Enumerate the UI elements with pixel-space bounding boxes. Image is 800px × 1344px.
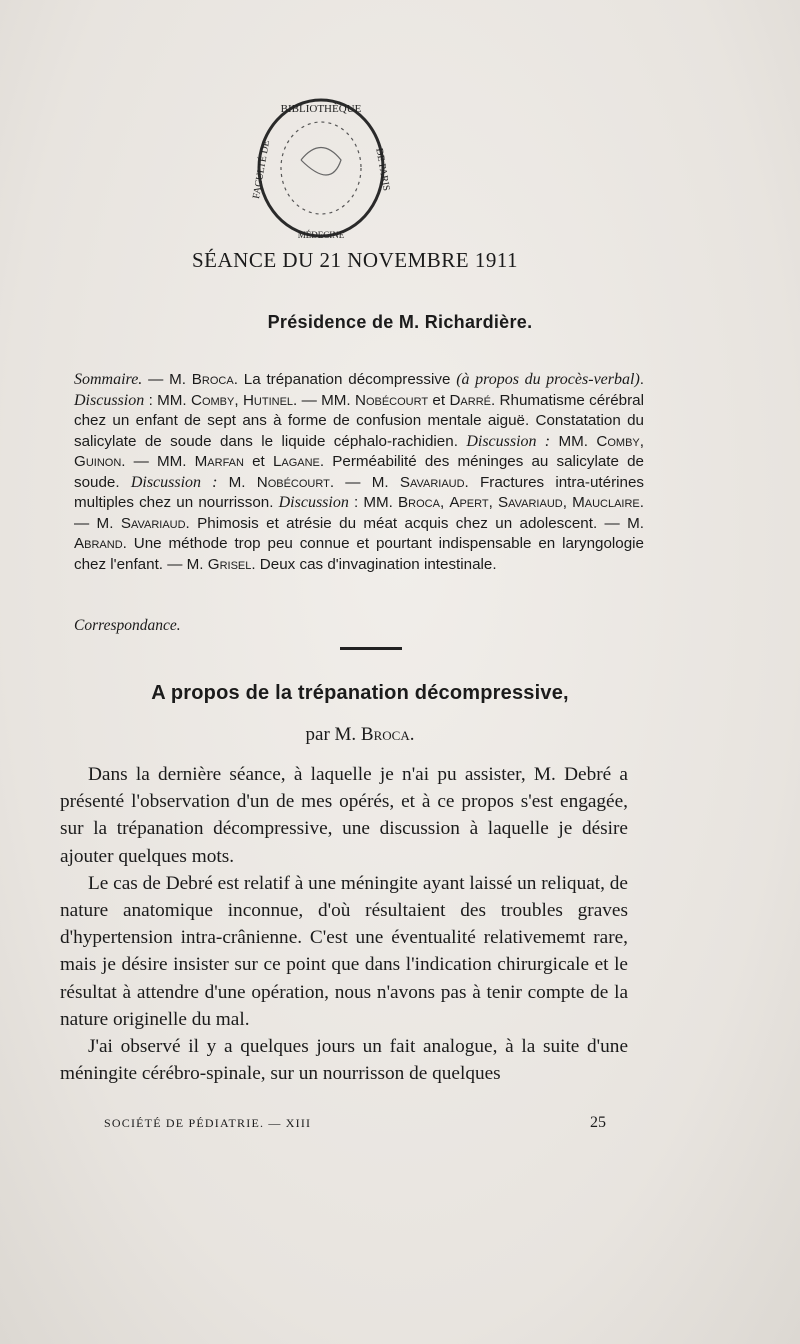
sommaire-text: . Une méthode trop peu connue et pourtant indispensable en laryngologie chez l'enfant. — M.: [74, 535, 644, 573]
stamp-right-text: DE PARIS: [373, 147, 392, 192]
sommaire-text: . — MM.: [293, 391, 355, 409]
seance-heading: SÉANCE DU 21 NOVEMBRE 1911: [192, 248, 519, 272]
page-number: 25: [590, 1114, 606, 1131]
article-body: [60, 761, 628, 1087]
stamp-left-text: FACULTÉ DE: [250, 139, 273, 200]
stamp-bottom-text: MÉDECINE: [297, 230, 345, 240]
sommaire-text: . Rhumatisme cérébral chez un enfant de sept ans à forme de confusion mentale aiguë. Constatation du salicylate de soude dans le liquide céphalo-rachidien.: [74, 391, 644, 450]
author-marfan: Marfan: [194, 453, 244, 470]
article-author: [0, 724, 720, 746]
author-nobecourt: Nobécourt: [256, 473, 330, 491]
author-suffix: .: [409, 724, 415, 745]
running-footer: SOCIÉTÉ DE PÉDIATRIE. — XIII: [104, 1116, 312, 1130]
sommaire-text: ,: [562, 494, 573, 511]
sommaire-text: — M.: [142, 371, 192, 388]
stamp-top-text: BIBLIOTHÈQUE: [280, 103, 362, 115]
sommaire-text: . Phimosis et atrésie du méat acquis chez un adolescent. — M.: [185, 514, 644, 532]
sommaire-text: . — MM.: [121, 453, 195, 470]
author-abrand: Abrand: [74, 535, 123, 552]
body-paragraph: J'ai observé il y a quelques jours un fait analogue, à la suite d'une méningite cérébro-spinale, sur un nourrisson de quelques: [60, 1036, 628, 1085]
discussion-label: Discussion: [74, 391, 145, 409]
author-broca: Broca: [398, 494, 440, 511]
sommaire-text: .: [639, 371, 645, 388]
author-savariaud: Savariaud: [120, 514, 186, 532]
sommaire-text: ,: [234, 391, 243, 409]
sommaire-text: . Perméabilité des méninges au salicylate de soude.: [74, 453, 645, 491]
body-paragraph: Dans la dernière séance, à laquelle je n'ai pu assister, M. Debré a présenté l'observation d'un de mes opérés, et à ce propos s'est engagée, sur la trépanation décompressive, une discussion à laquelle je désire ajouter quelques mots.: [60, 764, 628, 867]
presidence-line: Présidence de M. Richardière.: [267, 312, 533, 332]
sommaire-text: et: [428, 391, 450, 409]
section-divider: [340, 647, 402, 650]
author-savariaud: Savariaud: [399, 473, 465, 491]
author-grisel: Grisel: [207, 555, 252, 573]
sommaire-text: : MM.: [348, 494, 399, 511]
sommaire-label: Sommaire.: [74, 371, 143, 388]
author-lagane: Lagane: [272, 453, 320, 470]
discussion-label: Discussion :: [130, 473, 218, 491]
sommaire-paragraph: [74, 370, 644, 575]
sommaire-text: M.: [217, 473, 257, 491]
sommaire-text: ,: [488, 494, 498, 511]
sommaire-text: . — M.: [74, 494, 644, 532]
library-stamp-icon: [246, 90, 396, 250]
sommaire-text: . Fractures intra-utérines multiples chez un nourrisson.: [74, 473, 644, 511]
author-darre: Darré: [449, 391, 491, 409]
author-nobecourt: Nobécourt: [354, 391, 429, 409]
article-title: A propos de la trépanation décompressive,: [151, 682, 569, 704]
sommaire-text: MM.: [550, 432, 597, 450]
author-prefix: par M.: [305, 724, 361, 745]
sommaire-text: et: [243, 453, 273, 470]
author-mauclaire: Mauclaire: [572, 494, 640, 511]
author-savariaud: Savariaud: [497, 494, 563, 511]
author-broca: Broca: [191, 371, 234, 388]
author-apert: Apert: [449, 494, 489, 511]
sommaire-text: . La trépanation décompressive: [233, 371, 457, 388]
discussion-label: Discussion: [278, 494, 349, 511]
sommaire-text: : MM.: [144, 391, 191, 409]
discussion-label: Discussion :: [466, 432, 551, 450]
sommaire-propos: (à propos du procès-verbal): [456, 371, 640, 388]
author-guinon: Guinon: [74, 453, 122, 470]
author-hutinel: Hutinel: [242, 391, 294, 409]
sommaire-text: . — M.: [329, 473, 400, 491]
sommaire-text: ,: [639, 432, 645, 450]
author-comby: Comby: [191, 391, 235, 409]
sommaire-text: ,: [439, 494, 450, 511]
author-name: Broca: [360, 724, 410, 745]
body-paragraph: Le cas de Debré est relatif à une méningite ayant laissé un reliquat, de nature anatomique inconnue, d'où résultaient des troubles graves d'hypertension intra-crânienne. C'est une éventualité relativememt rare, mais je désire insister sur ce point que dans l'indication chirurgicale et le résultat à attendre d'une opération, nous n'avons pas à tenir compte de la nature originelle du mal.: [60, 872, 628, 1030]
author-comby: Comby: [596, 432, 640, 450]
sommaire-text: . Deux cas d'invagination intestinale.: [251, 555, 497, 573]
correspondance-label: Correspondance.: [74, 617, 181, 634]
